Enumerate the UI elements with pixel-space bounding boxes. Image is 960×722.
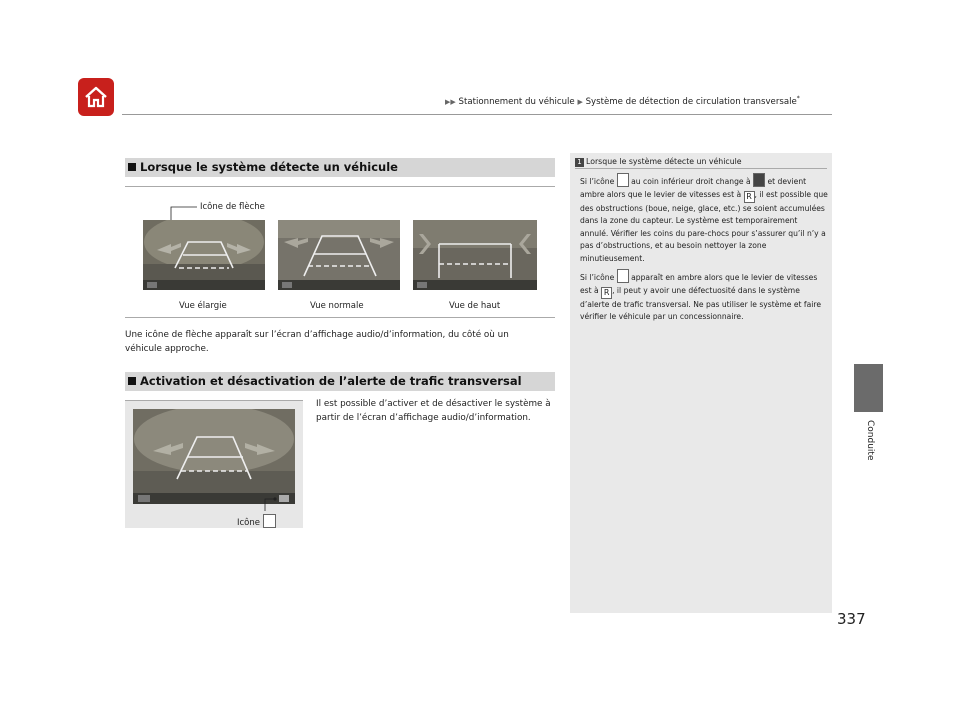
caption-top-view: Vue de haut	[449, 301, 501, 311]
asterisk: *	[796, 95, 800, 102]
arrow-icon-callout: Icône de flèche	[200, 202, 265, 212]
reverse-gear-icon: R	[744, 191, 755, 203]
side-tab-label: Conduite	[865, 420, 875, 461]
sensor-warning-icon	[617, 269, 629, 283]
section-heading-toggle: Activation et désactivation de l’alerte de trafic transversal	[125, 372, 555, 391]
sensor-off-icon	[753, 173, 765, 187]
side-note-divider	[575, 168, 827, 169]
reverse-gear-icon: R	[601, 287, 612, 299]
icon-callout-line	[125, 401, 303, 529]
home-icon	[83, 84, 109, 110]
top-view-screen	[413, 220, 537, 290]
square-bullet-icon	[128, 377, 136, 385]
side-tab-marker[interactable]	[854, 364, 883, 412]
square-bullet-icon	[128, 163, 136, 171]
sensor-icon	[263, 514, 276, 528]
breadcrumb-arrow-icon: ▶	[577, 97, 583, 106]
breadcrumb	[445, 95, 800, 107]
section2-body: Il est possible d’activer et de désactiver le système à partir de l’écran d’affichage audio/d’information.	[316, 399, 551, 423]
section-heading-detect: Lorsque le système détecte un véhicule	[125, 158, 555, 177]
caption-wide-view: Vue élargie	[179, 301, 227, 311]
toggle-figure	[125, 400, 303, 528]
breadcrumb-item-cross-traffic[interactable]: Système de détection de circulation transversale	[585, 96, 797, 107]
header-divider	[122, 114, 832, 115]
side-note-panel	[570, 153, 832, 613]
side-note-para2: Si l’icône apparaît en ambre alors que le levier de vitesses est à R , il peut y avoir une défectuosité dans le système d’alerte de trafic transversal. Ne pas utiliser le système et faire vérifier le véhicule par un concessionnaire.	[580, 269, 828, 324]
breadcrumb-item-parking[interactable]: Stationnement du véhicule	[458, 96, 575, 107]
side-note-para1: Si l’icône au coin inférieur droit change à et devient ambre alors que le levier de vitesses est à R , il est possible que des obstructions (boue, neige, glace, etc.) se soient accumulées dans la zone du capteur. Le système est temporairement annulé. Vérifier les coins du pare-chocs pour s’assurer qu’il n’y a pas d’obstructions, et au besoin nettoyer la zone minutieusement.	[580, 173, 828, 266]
icon-callout-label: Icône	[237, 514, 276, 528]
page-number: 337	[837, 610, 866, 628]
wide-view-screen	[143, 220, 265, 290]
caption-normal-view: Vue normale	[310, 301, 364, 311]
home-button[interactable]	[78, 78, 114, 116]
camera-views-figure	[125, 186, 555, 318]
side-note-title: 1 Lorsque le système détecte un véhicule	[575, 157, 742, 167]
breadcrumb-arrow-icon: ▶▶	[445, 97, 456, 106]
section1-body: Une icône de flèche apparaît sur l’écran d’affichage audio/d’information, du côté où un véhicule approche.	[125, 330, 509, 354]
normal-view-screen	[278, 220, 400, 290]
sensor-icon	[617, 173, 629, 187]
